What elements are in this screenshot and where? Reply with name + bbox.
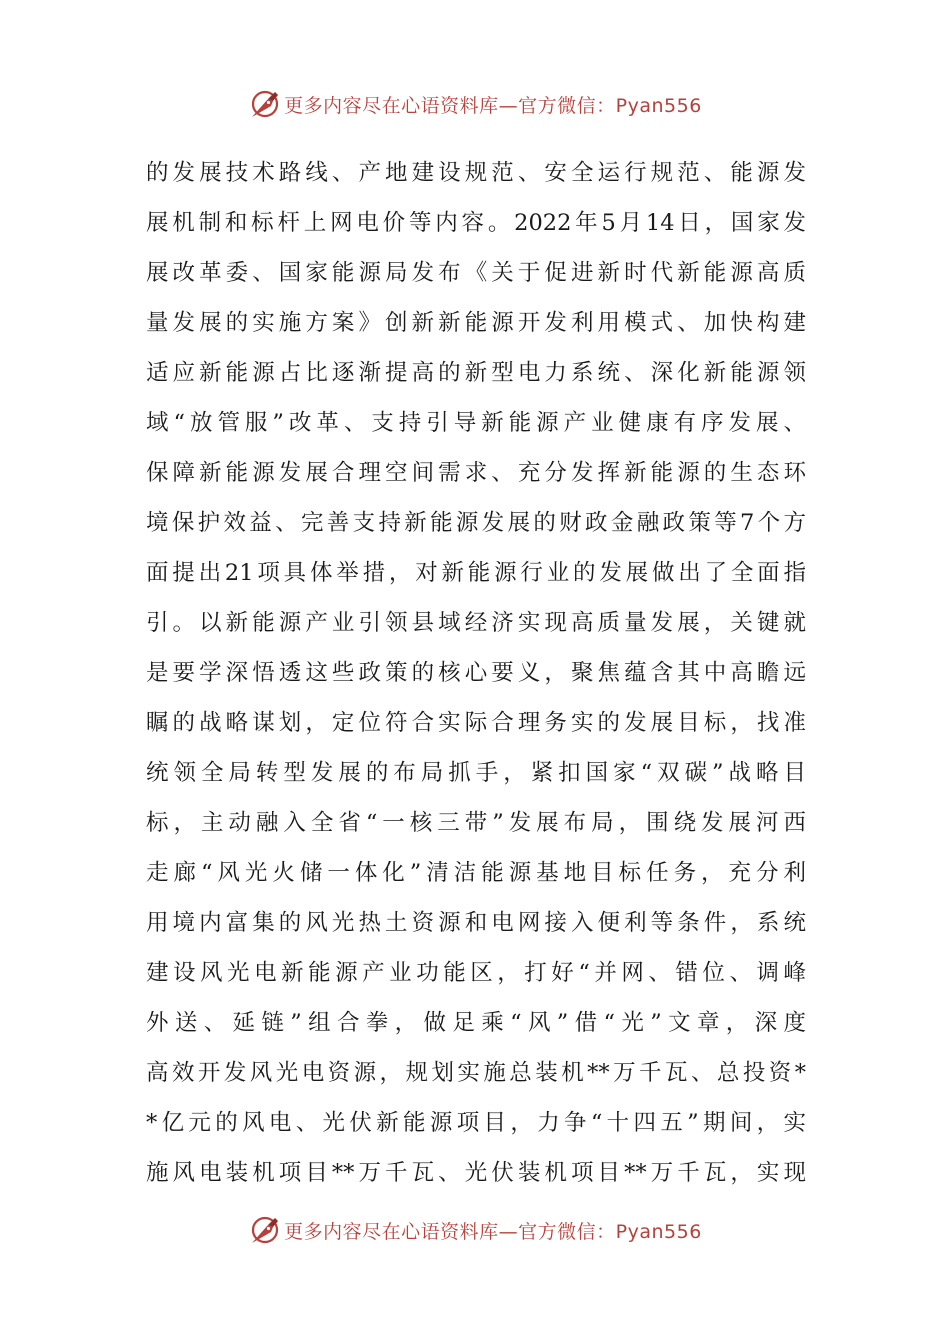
- text-line: 用境内富集的风光热土资源和电网接入便利等条件，系统: [146, 910, 806, 936]
- pen-nib-circle-icon: [248, 87, 282, 121]
- header-banner-text: 更多内容尽在心语资料库—官方微信：Pyan556: [284, 94, 702, 117]
- text-line: 走廊“风光火储一体化”清洁能源基地目标任务，充分利: [146, 860, 806, 886]
- text-line: 瞩的战略谋划，定位符合实际合理务实的发展目标，找准: [146, 710, 806, 736]
- text-line: 保障新能源发展合理空间需求、充分发挥新能源的生态环: [146, 460, 806, 486]
- text-line: 量发展的实施方案》创新新能源开发利用模式、加快构建: [146, 310, 806, 336]
- text-line: *亿元的风电、光伏新能源项目，力争“十四五”期间，实: [146, 1110, 806, 1136]
- text-line: 建设风光电新能源产业功能区，打好“并网、错位、调峰: [146, 960, 806, 986]
- text-line: 展改革委、国家能源局发布《关于促进新时代新能源高质: [146, 260, 806, 286]
- text-line: 引。以新能源产业引领县域经济实现高质量发展，关键就: [146, 610, 806, 636]
- text-line: 标，主动融入全省“一核三带”发展布局，围绕发展河西: [146, 810, 806, 836]
- text-line: 施风电装机项目**万千瓦、光伏装机项目**万千瓦，实现: [146, 1160, 806, 1186]
- document-body: [146, 148, 806, 1198]
- text-line: 的发展技术路线、产地建设规范、安全运行规范、能源发: [146, 160, 806, 186]
- header-banner: [0, 84, 950, 124]
- text-line: 统领全局转型发展的布局抓手，紧扣国家“双碳”战略目: [146, 760, 806, 786]
- text-line: 适应新能源占比逐渐提高的新型电力系统、深化新能源领: [146, 360, 806, 386]
- pen-nib-circle-icon: [248, 1213, 282, 1247]
- text-line: 外送、延链”组合拳，做足乘“风”借“光”文章，深度: [146, 1010, 806, 1036]
- footer-banner-text: 更多内容尽在心语资料库—官方微信：Pyan556: [284, 1220, 702, 1243]
- text-line: 展机制和标杆上网电价等内容。2022年5月14日，国家发: [146, 210, 806, 236]
- text-line: 境保护效益、完善支持新能源发展的财政金融政策等7个方: [146, 510, 806, 536]
- text-line: 域“放管服”改革、支持引导新能源产业健康有序发展、: [146, 410, 806, 436]
- footer-banner: [0, 1210, 950, 1250]
- text-line: 高效开发风光电资源，规划实施总装机**万千瓦、总投资*: [146, 1060, 806, 1086]
- text-line: 是要学深悟透这些政策的核心要义，聚焦蕴含其中高瞻远: [146, 660, 806, 686]
- text-line: 面提出21项具体举措，对新能源行业的发展做出了全面指: [146, 560, 806, 586]
